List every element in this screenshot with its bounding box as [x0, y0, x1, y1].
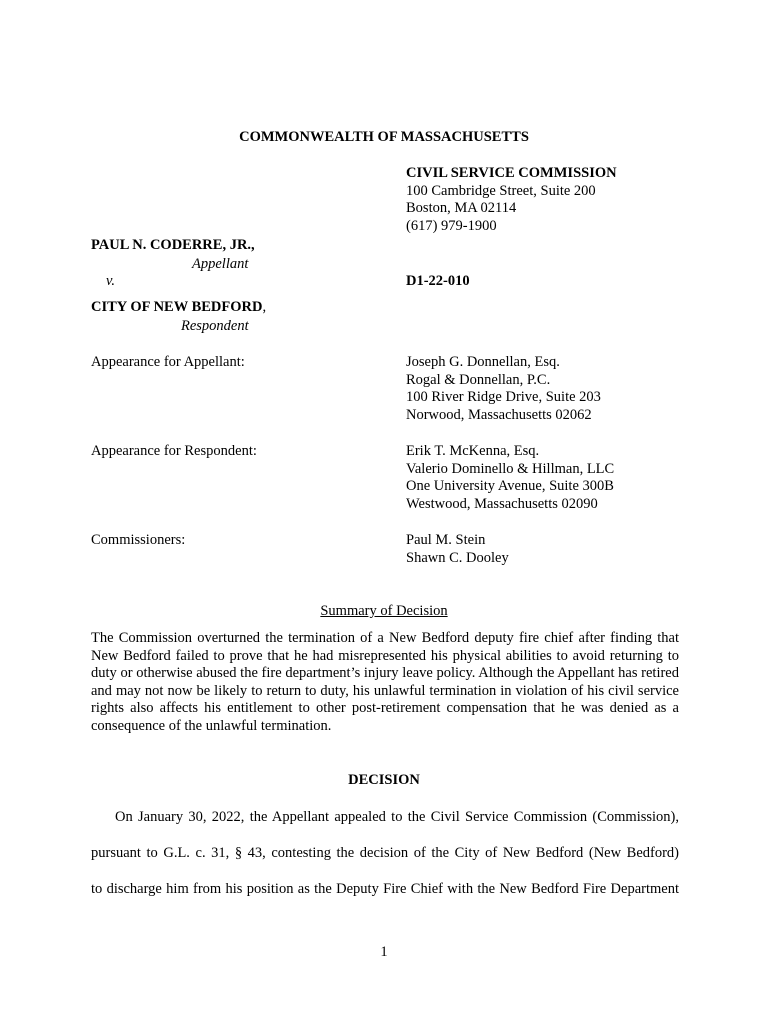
docket-number: D1-22-010 [406, 273, 470, 289]
commission-block [406, 165, 617, 235]
decision-line: On January 30, 2022, the Appellant appealed to the Civil Service Commission (Commission), [115, 809, 679, 825]
decision-line: pursuant to G.L. c. 31, § 43, contesting the decision of the City of New Bedford (New Bedford) [91, 845, 679, 861]
appellant-role: Appellant [192, 256, 249, 272]
commission-address-line: Boston, MA 02114 [406, 200, 517, 216]
respondent-role: Respondent [181, 318, 249, 334]
summary-paragraph: The Commission overturned the termination of a New Bedford deputy fire chief after finding that New Bedford failed to prove that he had misrepresented his physical abilities to avoid returning to duty or otherwise abused the fire department’s injury leave policy. Although the Appellant has retired and may not now be likely to return to duty, his unlawful termination in violation of his civil service rights also affects his entitlement to other post-retirement compensation that he was denied as a consequence of the unlawful termination. [91, 630, 679, 734]
counsel-line: Valerio Dominello & Hillman, LLC [406, 460, 615, 477]
counsel-line: Westwood, Massachusetts 02090 [406, 495, 598, 512]
appellant-counsel-block [406, 354, 601, 424]
document-heading: COMMONWEALTH OF MASSACHUSETTS [239, 129, 529, 145]
counsel-line: Rogal & Donnellan, P.C. [406, 371, 551, 388]
decision-paragraph [91, 799, 679, 907]
counsel-line: One University Avenue, Suite 300B [406, 478, 614, 494]
appellant-appearance-label: Appearance for Appellant: [91, 354, 245, 370]
respondent-appearance-label: Appearance for Respondent: [91, 443, 257, 459]
versus-label: v. [106, 273, 115, 289]
decision-line: to discharge him from his position as the Deputy Fire Chief with the New Bedford Fire Department [91, 881, 679, 897]
commissioners-label: Commissioners: [91, 532, 186, 548]
decision-title: DECISION [348, 772, 420, 788]
commissioners-block [406, 532, 509, 567]
respondent-name [91, 299, 266, 317]
counsel-line: Norwood, Massachusetts 02062 [406, 406, 592, 423]
commission-name: CIVIL SERVICE COMMISSION [406, 165, 617, 181]
respondent-name-text: CITY OF NEW BEDFORD [91, 299, 263, 315]
commission-phone: (617) 979-1900 [406, 217, 497, 234]
counsel-line: Erik T. McKenna, Esq. [406, 443, 540, 459]
page-number: 1 [380, 944, 388, 960]
summary-title: Summary of Decision [320, 603, 448, 619]
respondent-comma: , [262, 299, 267, 315]
respondent-counsel-block [406, 443, 614, 513]
commission-address-line: 100 Cambridge Street, Suite 200 [406, 182, 596, 199]
appellant-name: PAUL N. CODERRE, JR., [91, 237, 255, 253]
commissioner-name: Shawn C. Dooley [406, 549, 509, 566]
counsel-line: Joseph G. Donnellan, Esq. [406, 354, 560, 370]
counsel-line: 100 River Ridge Drive, Suite 203 [406, 389, 601, 405]
commissioner-name: Paul M. Stein [406, 532, 486, 548]
